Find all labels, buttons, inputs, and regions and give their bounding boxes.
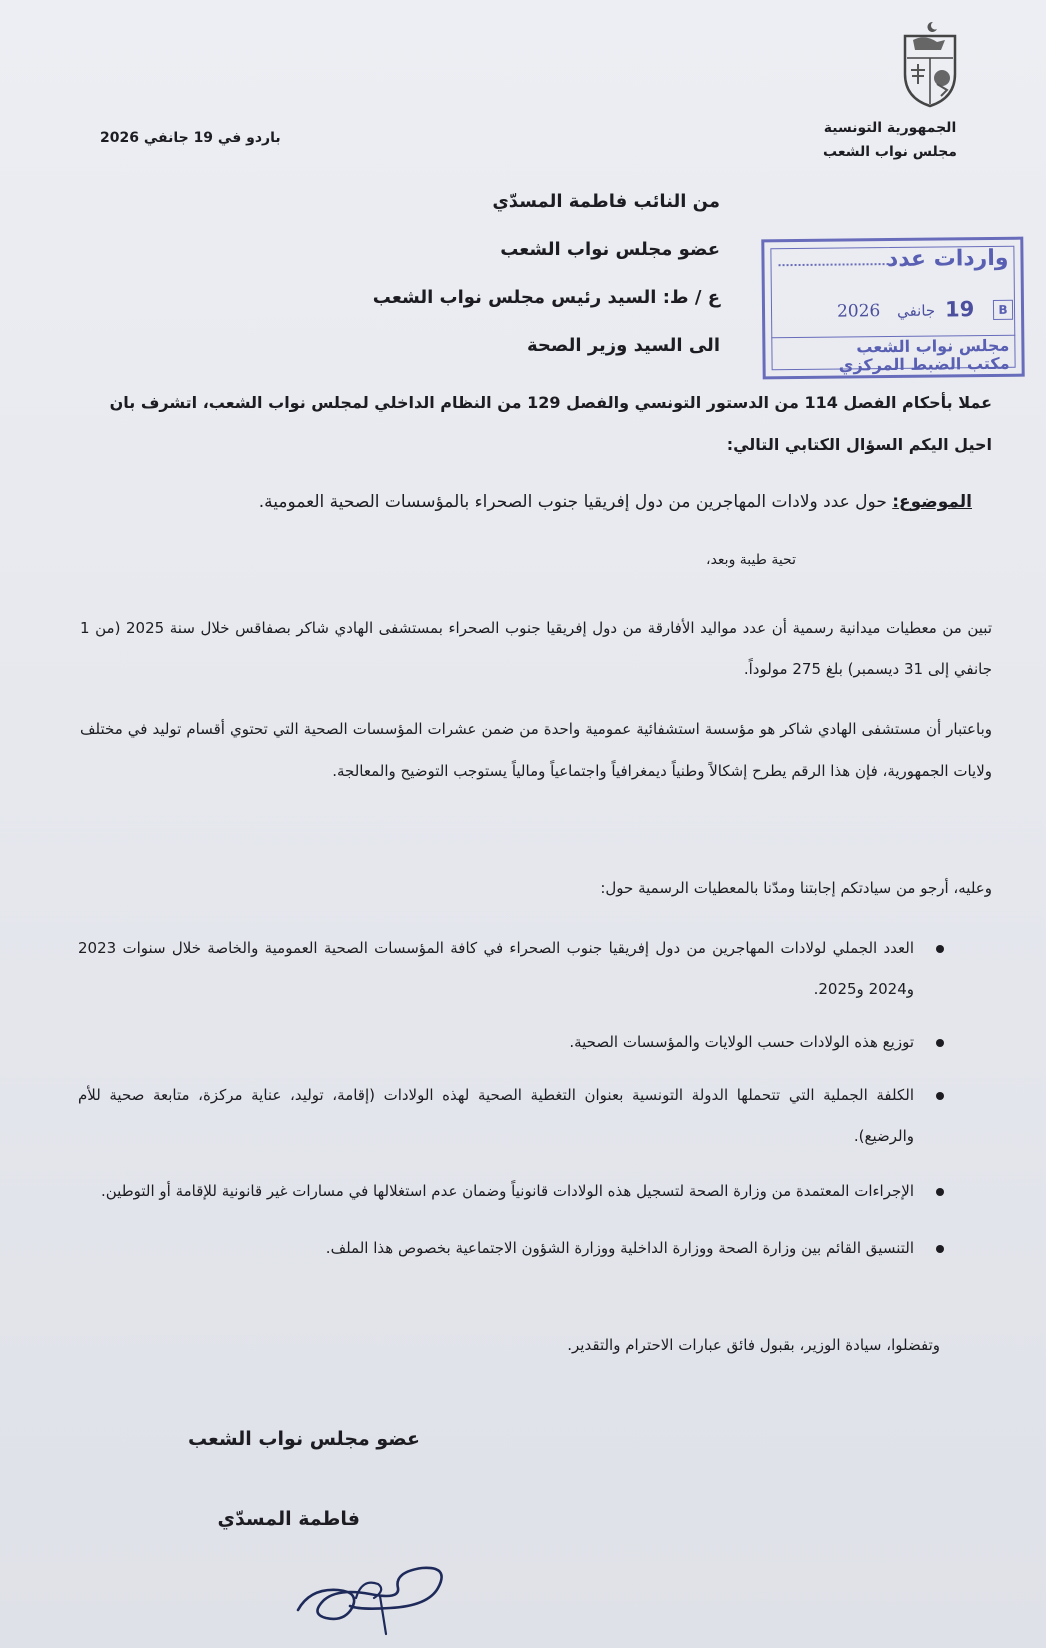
bullet-icon — [936, 1092, 944, 1100]
greeting: تحية طيبة وبعد، — [706, 552, 796, 568]
list-item — [78, 1171, 948, 1212]
list-item-text: الكلفة الجملية التي تتحملها الدولة التونسية بعنوان التغطية الصحية لهذه الولادات (إقامة، توليد، عناية مركزة، متابعة صحية للأم والرضيع). — [78, 1086, 914, 1145]
list-item — [78, 1022, 948, 1063]
intro-paragraph: عملا بأحكام الفصل 114 من الدستور التونسي والفصل 129 من النظام الداخلي لمجلس نواب الشعب، اتشرف بان احيل اليكم السؤال الكتابي التالي: — [109, 393, 992, 454]
list-item-text: توزيع هذه الولادات حسب الولايات والمؤسسات الصحية. — [569, 1033, 914, 1051]
address-block — [300, 178, 720, 370]
list-item — [78, 928, 948, 1010]
paragraph-context: وباعتبار أن مستشفى الهادي شاكر هو مؤسسة استشفائية عمومية واحدة من ضمن عشرات المؤسسات الصحية التي تحتوي أقسام توليد في مختلف ولايات الجمهورية، فإن هذا الرقم يطرح إشكالاً وطنياً ديمغرافياً واجتماعياً ومالياً يستوجب التوضيح والمعالجة. — [80, 720, 992, 780]
place-and-date: باردو في 19 جانفي 2026 — [100, 130, 281, 146]
subject-text: حول عدد ولادات المهاجرين من دول إفريقيا جنوب الصحراء بالمؤسسات الصحية العمومية. — [258, 492, 887, 512]
stamp-office-line: مكتب الضبط المركزي — [838, 353, 1010, 375]
closing-formula: وتفضلوا، سيادة الوزير، بقبول فائق عبارات الاحترام والتقدير. — [567, 1336, 940, 1354]
signature-title: عضو مجلس نواب الشعب — [188, 1428, 420, 1450]
reception-stamp — [761, 237, 1024, 380]
bullet-icon — [936, 1039, 944, 1047]
bullet-icon — [936, 945, 944, 953]
list-item — [78, 1228, 948, 1269]
bullet-icon — [936, 1245, 944, 1253]
stamp-title: واردات عدد — [886, 245, 1009, 273]
paragraph-findings: تبين من معطيات ميدانية رسمية أن عدد مواليد الأفارقة من دول إفريقيا جنوب الصحراء بمستشفى الهادي شاكر بصفاقس خلال سنة 2025 (من 1 جانفي إلى 31 ديسمبر) بلغ 275 مولوداً. — [80, 619, 993, 678]
list-item-text: الإجراءات المعتمدة من وزارة الصحة لتسجيل هذه الولادات قانونياً وضمان عدم استغلالها في مسارات غير قانونية للإقامة أو التوطين. — [100, 1182, 914, 1200]
subject-label: الموضوع: — [892, 492, 972, 512]
stamp-year: 2026 — [836, 301, 881, 322]
sender-line: من النائب فاطمة المسدّي — [492, 191, 720, 212]
sender-title-line: عضو مجلس نواب الشعب — [500, 239, 720, 260]
stamp-month: جانفي — [896, 301, 936, 320]
assembly-name: مجلس نواب الشعب — [823, 144, 957, 160]
bullet-icon — [936, 1188, 944, 1196]
paragraph-request: وعليه، أرجو من سيادتكم إجابتنا ومدّنا بالمعطيات الرسمية حول: — [600, 879, 992, 897]
subject-line — [100, 486, 972, 518]
recipient-line: الى السيد وزير الصحة — [527, 335, 720, 356]
list-item-text: العدد الجملي لولادات المهاجرين من دول إفريقيا جنوب الصحراء في كافة المؤسسات الصحية العمومية والخاصة خلال سنوات 2023 و2024 و2025. — [78, 939, 914, 998]
stamp-date — [815, 296, 1015, 328]
list-item-text: التنسيق القائم بين وزارة الصحة ووزارة الداخلية ووزارة الشؤون الاجتماعية بخصوص هذا الملف. — [325, 1239, 914, 1257]
via-line: ع / ط: السيد رئيس مجلس نواب الشعب — [372, 287, 720, 308]
signature-name: فاطمة المسدّي — [217, 1508, 360, 1530]
stamp-assembly-line: مجلس نواب الشعب — [856, 335, 1010, 357]
stamp-letter-box: B — [993, 300, 1013, 320]
list-item — [78, 1075, 948, 1157]
handwritten-signature-icon — [290, 1548, 460, 1638]
questions-list — [78, 928, 948, 1269]
issuer-header — [790, 116, 990, 164]
tunisia-coat-of-arms-icon — [895, 18, 965, 110]
republic-name: الجمهورية التونسية — [823, 120, 957, 136]
stamp-day: 19 — [944, 297, 975, 322]
